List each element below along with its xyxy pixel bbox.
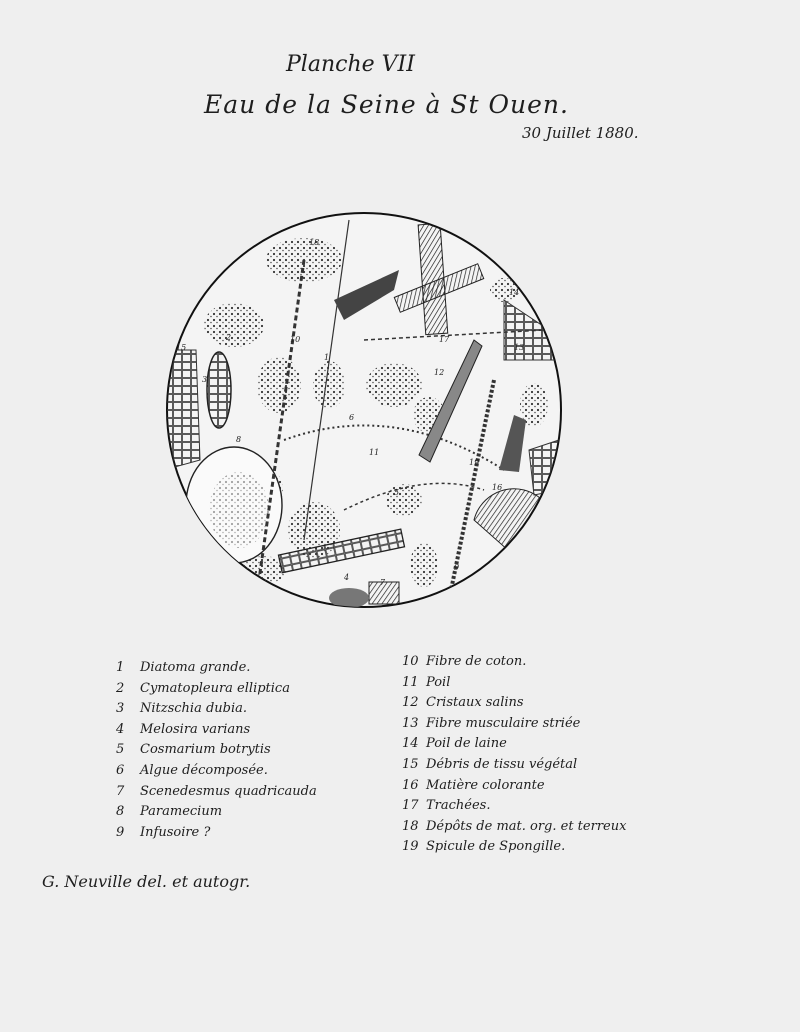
legend-item [116,742,317,763]
legend-number: 6 [116,762,125,778]
legend-number: 4 [116,721,125,737]
legend-item [402,716,626,737]
figure-number: 1 [324,353,330,362]
figure-number: 16 [492,483,503,492]
legend-label: Infusoire ? [140,824,211,840]
figure-number: 12 [434,368,445,377]
legend-number: 9 [116,824,125,840]
legend-item [402,819,626,840]
legend-number: 14 [402,736,419,752]
legend-label: Cymatopleura elliptica [140,680,290,696]
legend-label: Matière colorante [426,777,545,793]
legend-number: 11 [402,674,419,690]
legend-number: 5 [116,742,125,758]
figure-number: 10 [290,335,301,344]
legend-number: 16 [402,777,419,793]
legend-label: Cosmarium botrytis [140,742,271,758]
legend-number: 7 [116,783,125,799]
legend-label: Trachées. [426,798,491,814]
legend-label: Melosira varians [140,721,251,737]
figure-number: 3 [202,375,208,384]
legend-number: 3 [116,701,125,717]
figure-number: 11 [369,448,380,457]
legend-item [402,736,626,757]
legend-item [116,701,317,722]
legend-number: 10 [402,654,419,669]
figure-number: 8 [236,435,242,444]
legend-label: Fibre musculaire striée [426,715,581,731]
plate-title: Planche VII [286,52,415,77]
figure-number: 5 [394,488,400,497]
legend-item [116,722,317,743]
legend-label: Poil de laine [426,736,507,752]
figure-number: 17 [439,335,450,344]
legend-label: Débris de tissu végétal [426,756,578,772]
figure-number: 7 [380,578,386,587]
legend-item [116,763,317,784]
figure-number: 6 [349,413,355,422]
legend-item [402,757,626,778]
figure-number: 2 [226,333,232,342]
legend-number: 2 [116,680,125,696]
legend-number: 17 [402,798,419,814]
legend-item [402,695,626,716]
legend-item [116,784,317,805]
legend-number: 19 [402,839,419,855]
legend-item [402,798,626,819]
legend-item [116,825,317,846]
plate-subtitle: Eau de la Seine à St Ouen. [204,90,569,119]
legend-label: Diatoma grande. [140,660,251,675]
legend-label: Spicule de Spongille. [426,839,566,855]
cymatopleura-drawing [207,352,231,428]
microscope-field [164,210,564,610]
legend-item [116,660,317,681]
legend-left [116,660,317,845]
legend-right [402,654,626,860]
legend-item [402,675,626,696]
legend-number: 18 [402,818,419,834]
legend-label: Poil [426,674,451,690]
legend-number: 1 [116,660,125,675]
legend-item [116,681,317,702]
legend-label: Fibre de coton. [426,654,527,669]
legend-item [116,804,317,825]
legend-number: 15 [402,756,419,772]
legend-label: Nitzschia dubia. [140,701,248,717]
figure-number: 9 [454,563,460,572]
figure-number: 18 [309,238,320,247]
legend-item [402,654,626,675]
legend-label: Dépôts de mat. org. et terreux [426,818,627,834]
legend-number: 12 [402,695,419,711]
paramecium-drawing [186,447,282,563]
plate-date: 30 Juillet 1880. [522,124,639,142]
legend-label: Scenedesmus quadricauda [140,783,317,799]
legend-label: Cristaux salins [426,695,524,711]
figure-number: 19 [469,458,480,467]
legend-item [402,778,626,799]
figure-number: 13 [514,343,525,352]
legend-item [402,839,626,860]
plant-tissue-drawing [164,350,200,470]
legend-label: Paramecium [140,804,223,820]
figure-number: 4 [344,573,350,582]
figure-number: 15 [176,343,187,352]
legend-number: 13 [402,715,419,731]
artist-signature: G. Neuville del. et autogr. [42,872,251,891]
legend-number: 8 [116,804,125,820]
legend-label: Algue décomposée. [140,762,268,778]
figure-number: 14 [509,288,520,297]
tissue-debris-drawing [529,440,559,495]
